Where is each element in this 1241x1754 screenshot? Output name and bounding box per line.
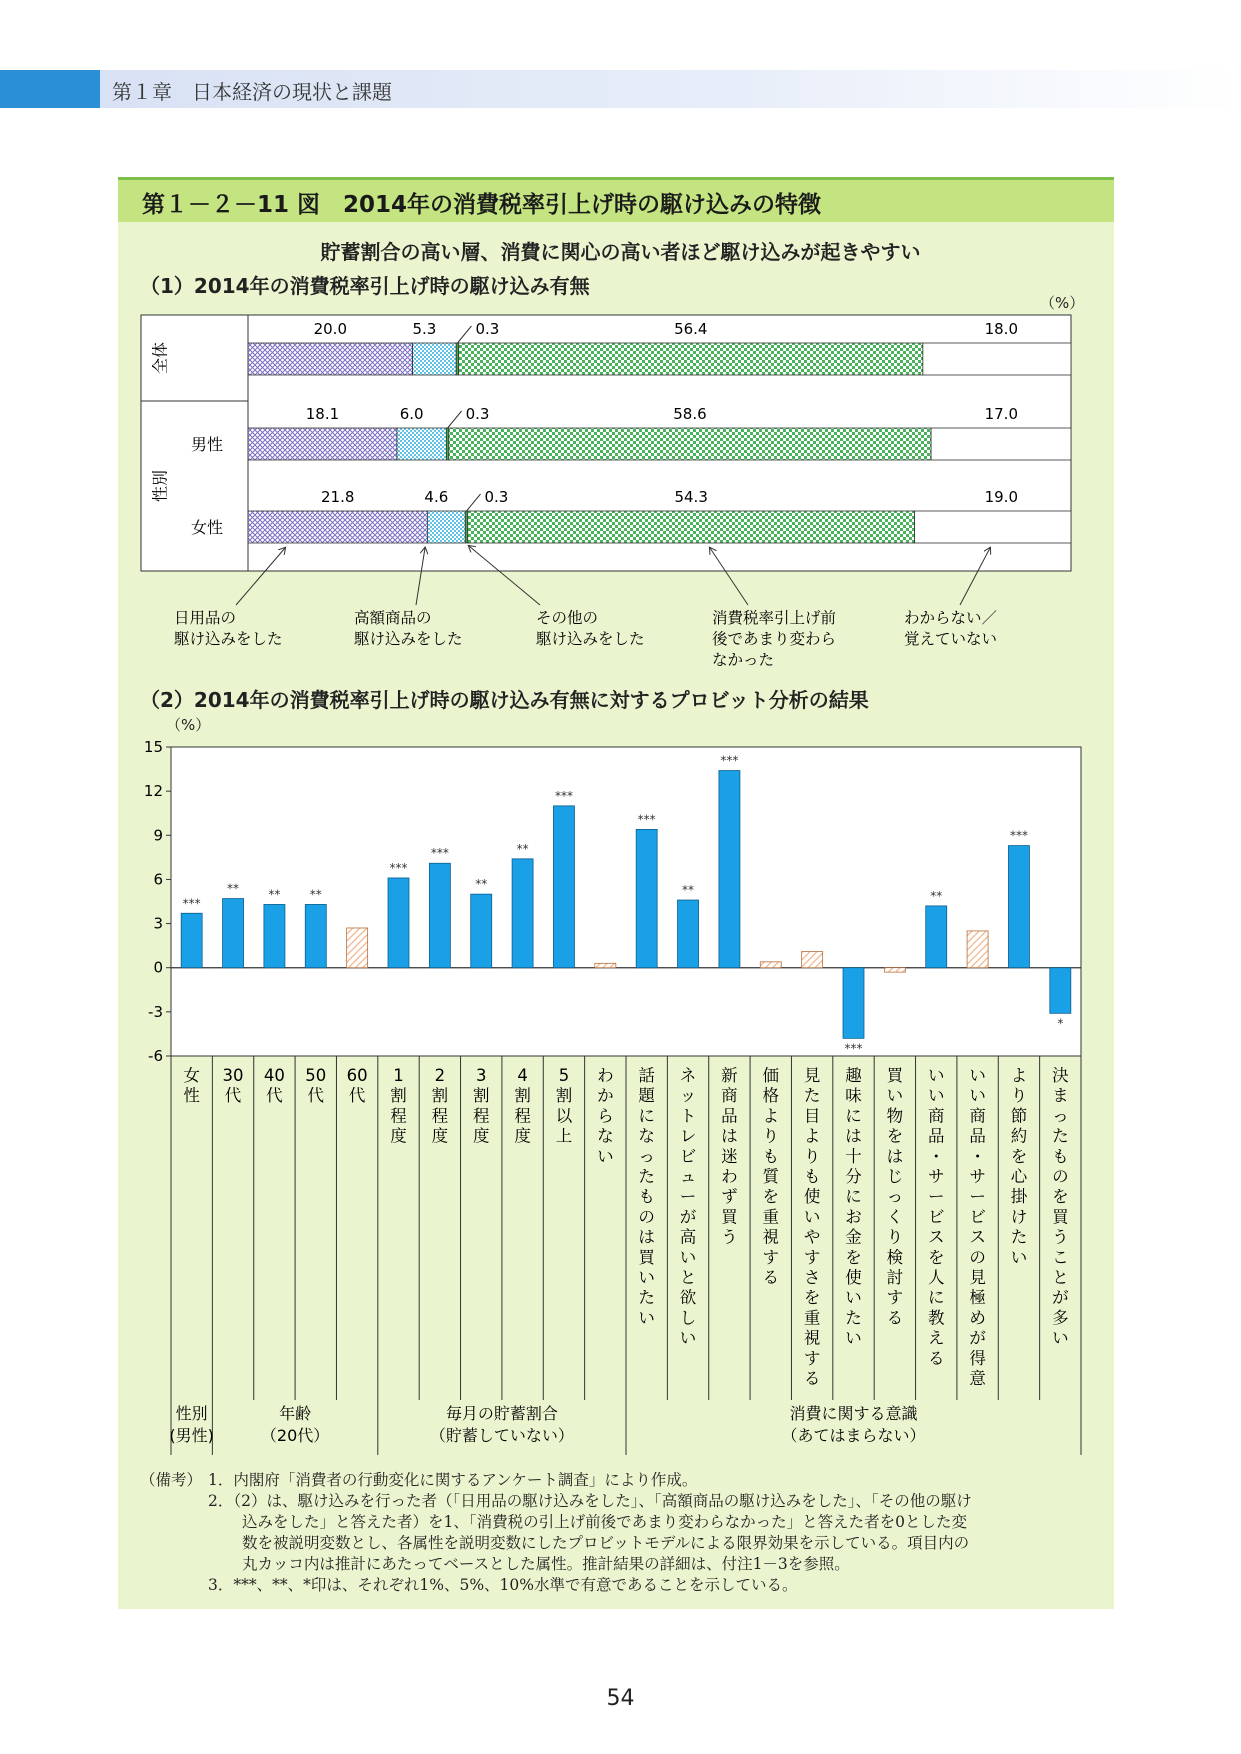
- legend-label: 覚えていない: [904, 630, 998, 648]
- chart2-bar: [967, 931, 988, 968]
- chart2-category-label: 品: [721, 1106, 738, 1126]
- chart2-category-label: い: [969, 1066, 986, 1085]
- chart2-category-label: 品: [969, 1126, 986, 1146]
- chart2-category-label: た: [638, 1167, 655, 1186]
- chart2-category-label: 使: [803, 1187, 821, 1207]
- chart1-value-label: 54.3: [674, 488, 708, 506]
- chart2-category-label: を: [927, 1247, 945, 1267]
- chart1-value-label: 20.0: [313, 320, 348, 338]
- chart2-category-label: 5: [558, 1066, 570, 1085]
- chart2-category-label: 品: [927, 1126, 945, 1146]
- chart2-y-tick-label: -3: [148, 1002, 163, 1021]
- chart2-bar: [636, 829, 657, 967]
- chart2-category-label: 視: [762, 1227, 780, 1247]
- chart2-category-label: は: [638, 1227, 655, 1247]
- chart2-category-label: ト: [679, 1106, 697, 1126]
- chart2-category-label: ス: [969, 1227, 986, 1247]
- chart2-significance-mark: **: [475, 877, 488, 892]
- chart2-category-label: 2: [434, 1066, 446, 1085]
- chart2-category-label: 重: [762, 1207, 780, 1227]
- chart2-category-label: 高: [679, 1227, 697, 1247]
- chart2-category-label: の: [969, 1247, 986, 1267]
- chart2-category-label: っ: [1052, 1106, 1069, 1126]
- notes-label: （備考）: [140, 1471, 203, 1489]
- note-line: 数を被説明変数とし、各属性を説明変数にしたプロビットモデルによる限界効果を示している。項目内の: [242, 1534, 970, 1552]
- chart2-category-label: 以: [555, 1106, 573, 1126]
- chart2-category-label: い: [845, 1288, 862, 1308]
- legend-label: わからない／: [904, 609, 998, 627]
- chart2-category-label: さ: [803, 1268, 821, 1287]
- chart2-category-label: た: [1010, 1227, 1028, 1247]
- chart2-category-label: 使: [845, 1268, 862, 1287]
- chart2-category-label: 味: [845, 1086, 862, 1106]
- chart2-significance-mark: **: [268, 887, 281, 902]
- chart1-value-label: 21.8: [321, 488, 355, 506]
- chart2-category-label: 見: [803, 1066, 821, 1085]
- chart2-bar: [884, 968, 905, 972]
- chart2-category-label: 50: [305, 1066, 327, 1085]
- chart2-bar: [181, 913, 202, 967]
- chart2-category-label: い: [638, 1268, 655, 1287]
- chart2-category-label: い: [1052, 1328, 1069, 1348]
- chart2-group-label: 消費に関する意識: [789, 1404, 918, 1423]
- chart2-category-label: が: [1052, 1288, 1069, 1308]
- chart2-category-label: る: [886, 1308, 904, 1328]
- chart2-category-label: す: [886, 1288, 904, 1308]
- chart2-category-label: や: [803, 1227, 821, 1247]
- chart2-category-label: 約: [1010, 1126, 1028, 1146]
- chart2-category-label: を: [886, 1126, 904, 1146]
- chart2-category-label: 40: [263, 1066, 285, 1085]
- chart2-category-label: 割: [514, 1086, 531, 1106]
- chart1-value-label: 19.0: [984, 488, 1018, 506]
- chart2-group-label: 年齢: [279, 1404, 312, 1423]
- chart2-category-label: ら: [597, 1106, 614, 1126]
- chart2-significance-mark: ***: [554, 788, 573, 803]
- chart2-category-label: 買: [886, 1066, 904, 1085]
- chart2-bar: [802, 952, 823, 968]
- chart2-category-label: 質: [762, 1167, 780, 1186]
- chart2-category-label: 見: [969, 1268, 986, 1287]
- chart2-bar: [719, 771, 740, 968]
- chart2-category-label: 女: [183, 1066, 200, 1085]
- legend-label: 駆け込みをした: [354, 630, 463, 648]
- chart2-category-label: い: [1010, 1247, 1028, 1267]
- chart2-category-label: う: [1052, 1227, 1069, 1247]
- chart2-category-label: 度: [472, 1126, 490, 1146]
- chart2-category-label: も: [1052, 1146, 1069, 1166]
- chart2-category-label: 分: [845, 1167, 862, 1186]
- chart2-category-label: 買: [1052, 1207, 1069, 1227]
- chart2-category-label: す: [803, 1247, 821, 1267]
- chart2-category-label: 格: [762, 1086, 780, 1106]
- chart2-bar: [388, 878, 409, 968]
- chart2-category-label: 教: [927, 1308, 945, 1328]
- chart2-category-label: 60: [346, 1066, 368, 1085]
- chart2-category-label: 十: [845, 1146, 862, 1166]
- chart2-category-label: ー: [927, 1187, 945, 1207]
- chart2-category-label: 題: [638, 1086, 655, 1106]
- chart2-category-label: た: [638, 1288, 655, 1308]
- chart2-significance-mark: ***: [637, 812, 656, 827]
- chart2-category-label: レ: [679, 1126, 697, 1146]
- chart2-significance-mark: ***: [720, 753, 739, 768]
- chart2-category-label: 多: [1052, 1308, 1069, 1328]
- chart2-category-label: 度: [514, 1126, 531, 1146]
- chart2-category-label: 趣: [845, 1066, 862, 1085]
- chart2-category-label: 30: [222, 1066, 244, 1085]
- chart2-category-label: い: [845, 1328, 862, 1348]
- legend-label: 日用品の: [174, 609, 237, 627]
- chart2-y-tick-label: 3: [153, 914, 163, 933]
- chart2-category-label: り: [762, 1126, 780, 1146]
- chart2-significance-mark: ***: [389, 860, 408, 875]
- chart2-significance-mark: **: [930, 888, 943, 903]
- chart2-category-label: わ: [721, 1167, 738, 1186]
- chart2-category-label: が: [679, 1207, 697, 1227]
- chart2-category-label: り: [1010, 1086, 1028, 1106]
- chart2-category-label: 程: [390, 1106, 407, 1126]
- chart2-category-label: と: [1052, 1268, 1069, 1287]
- chart2-category-label: を: [803, 1288, 821, 1308]
- chart2-category-label: る: [927, 1348, 945, 1368]
- chart2-category-label: な: [597, 1126, 614, 1146]
- chart2-bar: [678, 900, 699, 968]
- chart2-category-label: に: [927, 1288, 945, 1308]
- chart2-group-label: 毎月の貯蓄割合: [445, 1404, 558, 1423]
- chart2-bar: [512, 859, 533, 968]
- chart2-category-label: に: [638, 1106, 655, 1126]
- chart2-bar: [1050, 968, 1071, 1014]
- chart2-category-label: 程: [472, 1106, 490, 1126]
- chart2-category-label: お: [845, 1207, 862, 1227]
- chart2-category-label: 3: [475, 1066, 487, 1085]
- chart2-category-label: っ: [886, 1187, 904, 1207]
- chart2-unit: （%）: [166, 716, 211, 734]
- note-line: 込みをした」と答えた者）を1、「消費税の引上げ前後であまり変わらなかった」と答えた者を0とした変: [242, 1513, 967, 1531]
- chart1-value-label: 6.0: [399, 405, 424, 423]
- chart2-category-label: た: [1052, 1126, 1069, 1146]
- chart2-category-label: 程: [514, 1106, 531, 1126]
- legend-label: 消費税率引上げ前: [712, 609, 837, 627]
- chart2-category-label: 買: [638, 1247, 655, 1267]
- chart2-significance-mark: *: [1057, 1016, 1064, 1031]
- chart1-row-label: 男性: [190, 435, 224, 454]
- chart2-category-label: を: [845, 1247, 862, 1267]
- legend-label: 高額商品の: [354, 609, 432, 627]
- chart2-category-label: 目: [803, 1106, 821, 1126]
- chart2-category-label: は: [886, 1146, 904, 1166]
- chart2-category-label: た: [845, 1308, 862, 1328]
- chart2-category-label: 極: [969, 1288, 986, 1308]
- chart2-category-label: の: [1052, 1167, 1069, 1186]
- chart2-category-label: 買: [721, 1207, 738, 1227]
- chart2-category-label: 意: [969, 1369, 986, 1388]
- chart2-bar: [429, 863, 450, 967]
- chart1-value-label: 56.4: [674, 320, 708, 338]
- chart2-bar: [305, 904, 326, 967]
- chart1-group-label: 全体: [150, 341, 170, 375]
- legend-label: 駆け込みをした: [536, 630, 645, 648]
- chart2-y-tick-label: 6: [153, 870, 163, 889]
- chart2-category-label: を: [1052, 1187, 1069, 1207]
- chart2-category-label: よ: [1010, 1066, 1028, 1085]
- chart2-category-label: ビ: [969, 1207, 986, 1227]
- chart2-y-tick-label: 12: [143, 782, 163, 801]
- chart2-bar: [595, 963, 616, 967]
- chart2-category-label: な: [638, 1126, 655, 1146]
- chart2-category-label: す: [803, 1348, 821, 1368]
- figure-subtitle: 貯蓄割合の高い層、消費に関心の高い者ほど駆け込みが起きやすい: [320, 240, 921, 264]
- chart2-category-label: ス: [927, 1227, 945, 1247]
- chart2-category-label: ー: [969, 1187, 986, 1207]
- chart2-category-label: 視: [803, 1328, 821, 1348]
- note-line: 1．内閣府「消費者の行動変化に関するアンケート調査」により作成。: [208, 1471, 698, 1489]
- chart2-category-label: も: [638, 1187, 655, 1207]
- chart2-category-label: は: [721, 1126, 738, 1146]
- chart2-category-label: と: [679, 1268, 697, 1287]
- chart2-bar: [1008, 846, 1029, 968]
- chart2-y-tick-label: 9: [153, 826, 163, 845]
- note-line: 2．（2）は、駆け込みを行った者（「日用品の駆け込みをした」、「高額商品の駆け込みをした」、「その他の駆け: [208, 1492, 972, 1510]
- chart2-category-label: る: [803, 1369, 821, 1388]
- chart2-significance-mark: ***: [430, 846, 449, 861]
- chart2-category-label: い: [803, 1207, 821, 1227]
- chart2-significance-mark: ***: [182, 896, 201, 911]
- chart1-group-label: 性別: [150, 469, 170, 503]
- chart2-category-label: 新: [721, 1066, 738, 1085]
- chart2-category-label: よ: [803, 1126, 821, 1146]
- chart2-category-label: に: [845, 1106, 862, 1126]
- chart2-category-label: ・: [927, 1146, 945, 1166]
- chart2-category-label: り: [803, 1146, 821, 1166]
- chart2-significance-mark: ***: [1009, 828, 1028, 843]
- chart2-category-label: も: [803, 1167, 821, 1186]
- chart2-category-label: 上: [555, 1126, 573, 1146]
- legend-label: なかった: [712, 651, 775, 669]
- chart2-group-base: （20代）: [260, 1426, 330, 1445]
- chart2-category-label: 物: [886, 1106, 904, 1126]
- chart2-category-label: す: [762, 1247, 780, 1267]
- chart2-category-label: 掛: [1010, 1187, 1028, 1207]
- chart2-category-label: 割: [472, 1086, 490, 1106]
- chart2-significance-mark: **: [227, 881, 240, 896]
- chart2-category-label: わ: [597, 1066, 614, 1085]
- chart2-category-label: ー: [679, 1187, 697, 1207]
- chart2-category-label: っ: [638, 1146, 655, 1166]
- chart1-value-label: 18.1: [305, 405, 340, 423]
- chart2-category-label: 割: [431, 1086, 449, 1106]
- chart2-category-label: 商: [927, 1106, 945, 1126]
- chart2-category-label: は: [845, 1126, 862, 1146]
- chart2-bar: [471, 894, 492, 968]
- chart1-unit: （%）: [1040, 294, 1085, 312]
- chart2-category-label: 割: [390, 1086, 407, 1106]
- chart2-category-label: い: [679, 1328, 697, 1348]
- chart2-category-label: 商: [721, 1086, 738, 1106]
- chart2-category-label: 検: [886, 1247, 904, 1267]
- legend-label: その他の: [536, 609, 599, 627]
- chart2-significance-mark: ***: [844, 1041, 863, 1056]
- note-line: 3．***、**、*印は、それぞれ1%、5%、10%水準で有意であることを示している。: [208, 1576, 798, 1594]
- chart2-category-label: い: [679, 1247, 697, 1267]
- chart2-category-label: よ: [762, 1106, 780, 1126]
- chart2-category-label: い: [927, 1066, 945, 1085]
- chart2-bar: [347, 928, 368, 968]
- chart2-bar: [264, 904, 285, 967]
- page-number: 54: [606, 1686, 635, 1711]
- chart2-category-label: ュ: [679, 1167, 697, 1186]
- chart2-category-label: サ: [969, 1167, 986, 1186]
- chart2-bar: [223, 899, 244, 968]
- chart2-bar: [760, 962, 781, 968]
- chart2-category-label: 度: [390, 1126, 407, 1146]
- chart1-value-label: 0.3: [475, 320, 500, 338]
- chart2-group-label: 性別: [175, 1404, 208, 1423]
- chart2-category-label: 4: [517, 1066, 528, 1085]
- chart2-category-label: サ: [927, 1167, 945, 1186]
- chart2-significance-mark: **: [516, 841, 529, 856]
- chart2-category-label: 代: [266, 1086, 283, 1106]
- chart2-category-label: い: [886, 1086, 904, 1106]
- chart2-category-label: 価: [762, 1066, 780, 1085]
- chart2-category-label: ・: [969, 1146, 986, 1166]
- chart2-category-label: か: [597, 1086, 614, 1106]
- chart2-category-label: 代: [348, 1086, 366, 1106]
- chart2-category-label: 迷: [721, 1146, 738, 1166]
- chart2-significance-mark: **: [682, 883, 695, 898]
- note-line: 丸カッコ内は推計にあたってベースとした属性。推計結果の詳細は、付注1－3を参照。: [242, 1555, 850, 1573]
- chart2-category-label: 商: [969, 1106, 986, 1126]
- chart2-bar: [843, 968, 864, 1039]
- chart2-category-label: 決: [1052, 1066, 1069, 1085]
- chart2-category-label: け: [1010, 1207, 1028, 1227]
- chart2-category-label: い: [638, 1308, 655, 1328]
- chart2-category-label: う: [721, 1227, 738, 1247]
- chart2-group-base: (男性): [169, 1426, 214, 1445]
- chart2-category-label: り: [886, 1227, 904, 1247]
- chart2-category-label: 程: [431, 1106, 449, 1126]
- chart1-value-label: 58.6: [673, 405, 707, 423]
- chart2-category-label: ネ: [679, 1066, 697, 1085]
- chart1-value-label: 0.3: [484, 488, 509, 506]
- chart1-value-label: 0.3: [465, 405, 490, 423]
- chart2-category-label: 人: [927, 1268, 945, 1287]
- chart2-category-label: も: [762, 1146, 780, 1166]
- chart2-category-label: 重: [803, 1308, 821, 1328]
- chart2-category-label: る: [762, 1268, 780, 1287]
- figure-title: 第１－２－11 図 2014年の消費税率引上げ時の駆け込みの特徴: [142, 192, 822, 218]
- chart2-category-label: ッ: [679, 1086, 697, 1106]
- chart2-category-label: 割: [555, 1086, 573, 1106]
- chart2-category-label: こ: [1052, 1247, 1069, 1267]
- chart2-category-label: ビ: [679, 1146, 697, 1166]
- chart2-category-label: い: [927, 1086, 945, 1106]
- chart2-category-label: 金: [845, 1227, 862, 1247]
- chart2-category-label: の: [638, 1207, 655, 1227]
- chart1-value-label: 5.3: [412, 320, 437, 338]
- chart2-title: （2）2014年の消費税率引上げ時の駆け込み有無に対するプロビット分析の結果: [140, 688, 869, 712]
- chart2-group-base: （貯蓄していない）: [429, 1426, 574, 1445]
- chart2-y-tick-label: 15: [143, 738, 163, 756]
- legend-label: 後であまり変わら: [712, 630, 837, 648]
- chart2-y-tick-label: -6: [148, 1047, 163, 1065]
- chart2-category-label: 代: [224, 1086, 242, 1106]
- chart1-value-label: 17.0: [984, 405, 1018, 423]
- chart2-category-label: え: [927, 1328, 945, 1348]
- chart2-category-label: 性: [183, 1086, 200, 1106]
- chart2-category-label: 1: [393, 1066, 404, 1085]
- chart2-bar: [926, 906, 947, 968]
- chart2-category-label: ビ: [927, 1207, 945, 1227]
- chart2-bar: [553, 806, 574, 968]
- chart1-row-label: 女性: [190, 518, 224, 537]
- chart2-category-label: 度: [431, 1126, 449, 1146]
- chart2-category-label: が: [969, 1328, 986, 1348]
- chart2-category-label: た: [803, 1086, 821, 1106]
- chart1-title: （1）2014年の消費税率引上げ時の駆け込み有無: [140, 274, 590, 298]
- chart2-significance-mark: **: [309, 887, 322, 902]
- chart2-category-label: い: [597, 1146, 614, 1166]
- chart2-category-label: 欲: [679, 1288, 697, 1308]
- chart2-category-label: め: [969, 1308, 986, 1328]
- chart2-category-label: 節: [1010, 1106, 1028, 1126]
- legend-label: 駆け込みをした: [174, 630, 283, 648]
- chart2-category-label: 話: [638, 1066, 655, 1085]
- chart2-category-label: い: [969, 1086, 986, 1106]
- chart1-value-label: 4.6: [424, 488, 449, 506]
- chart2-category-label: 代: [307, 1086, 325, 1106]
- chart2-category-label: 討: [886, 1268, 904, 1287]
- chart2-category-label: 得: [969, 1348, 986, 1368]
- chart2-group-base: （あてはまらない）: [781, 1426, 926, 1445]
- chart2-category-label: ず: [721, 1187, 738, 1207]
- chart2-category-label: 心: [1010, 1167, 1028, 1186]
- chart2-category-label: し: [679, 1308, 697, 1328]
- chart2-category-label: く: [886, 1207, 904, 1227]
- chart2-category-label: に: [845, 1187, 862, 1207]
- chart2-category-label: を: [762, 1187, 780, 1207]
- chart2-y-tick-label: 0: [153, 958, 163, 977]
- chapter-header: 第１章 日本経済の現状と課題: [112, 80, 392, 104]
- chart1-value-label: 18.0: [984, 320, 1018, 338]
- chart2-category-label: ま: [1052, 1086, 1069, 1106]
- chart2-plot-area: [171, 747, 1081, 1056]
- chart2-category-label: を: [1010, 1146, 1028, 1166]
- chart2-category-label: じ: [886, 1167, 904, 1186]
